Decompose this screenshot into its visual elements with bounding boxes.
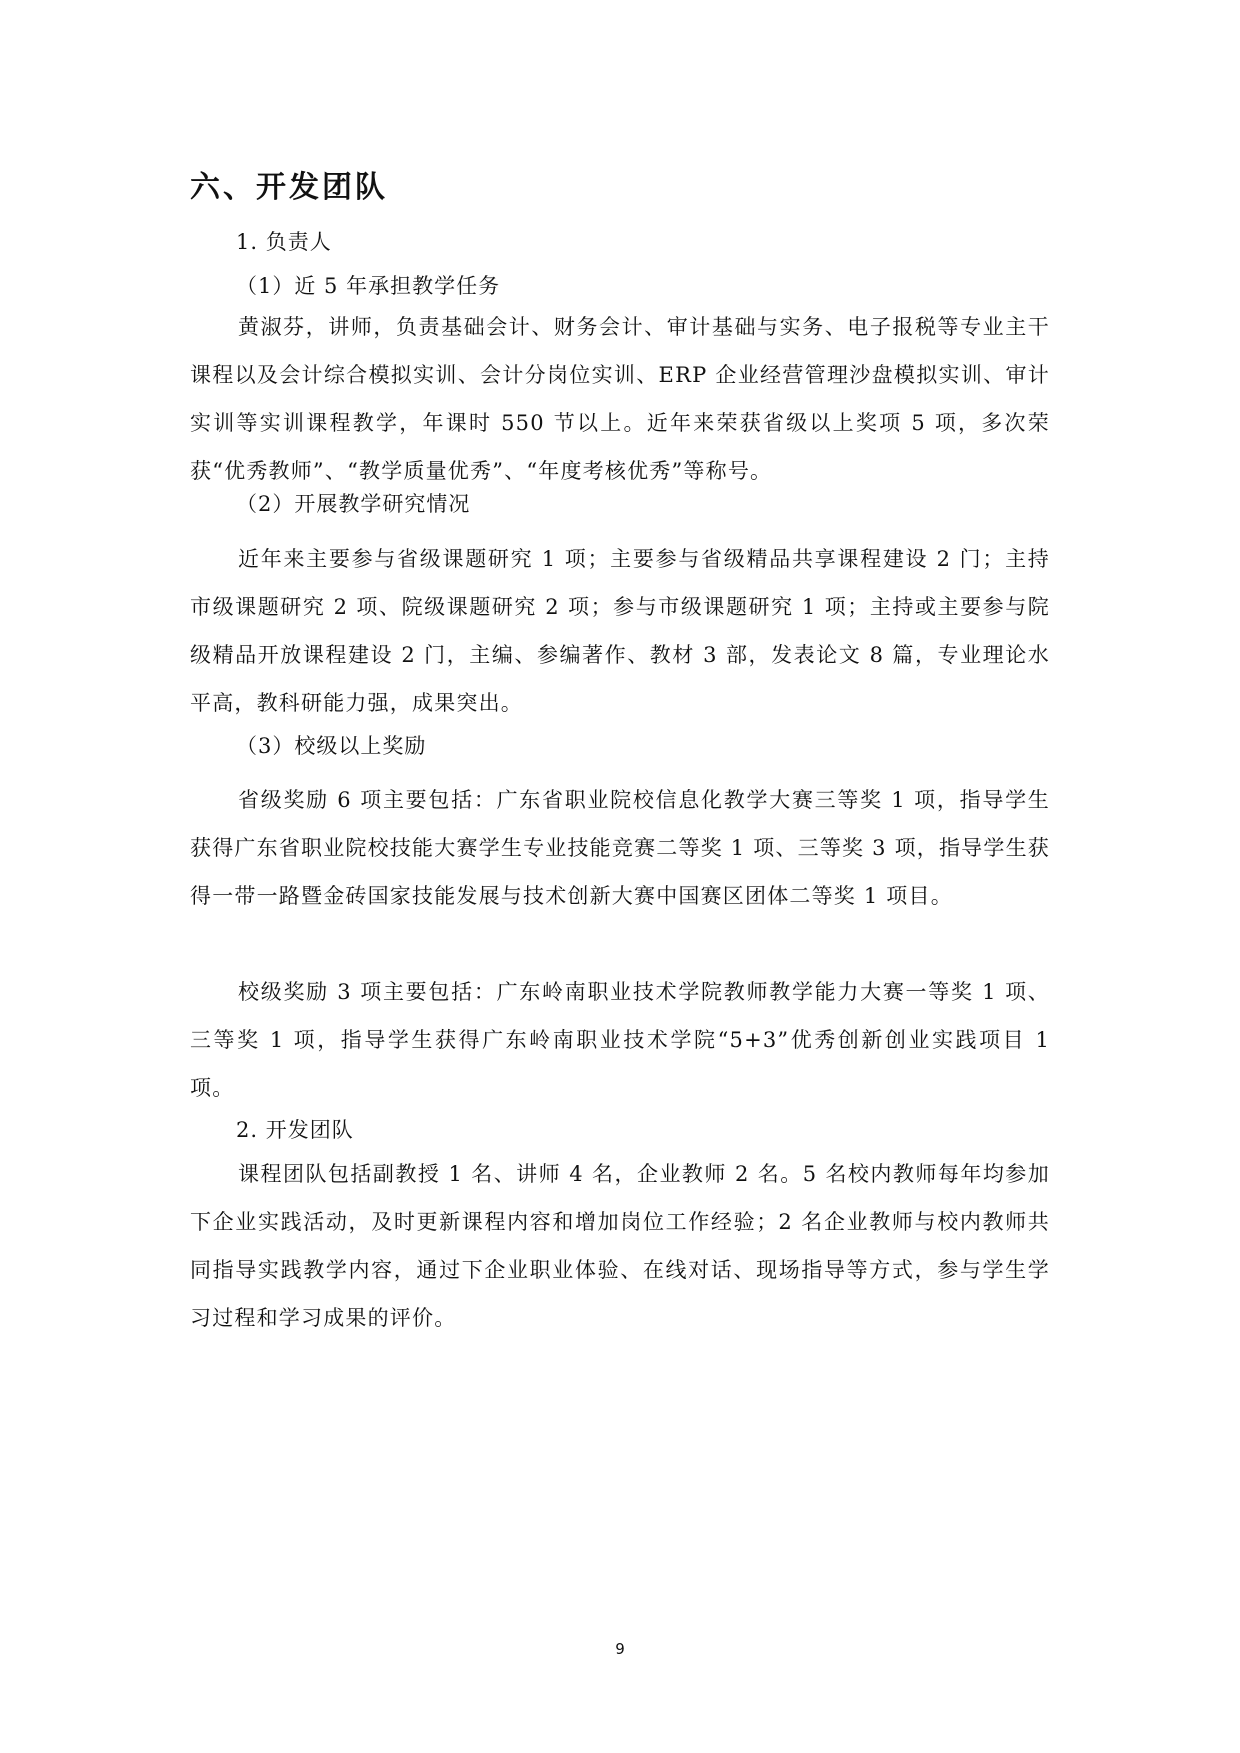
sub2-heading: （2）开展教学研究情况: [236, 492, 471, 516]
section-title: 六、开发团队: [190, 170, 388, 205]
sub1-paragraph: 黄淑芬，讲师，负责基础会计、财务会计、审计基础与实务、电子报税等专业主干课程以及会计综合模拟实训、会计分岗位实训、ERP 企业经营管理沙盘模拟实训、审计实训等实训课程教学，年课时 550 节以上。近年来荣获省级以上奖项 5 项，多次荣获“优秀教师”、“教学质量优秀”、“年度考核优秀”等称号。: [190, 315, 1050, 483]
sub2-paragraph: 近年来主要参与省级课题研究 1 项；主要参与省级精品共享课程建设 2 门；主持市级课题研究 2 项、院级课题研究 2 项；参与市级课题研究 1 项；主持或主要参与院级精品开放课程建设 2 门，主编、参编著作、教材 3 部，发表论文 8 篇，专业理论水平高，教科研能力强，成果突出。: [190, 547, 1050, 715]
page-number: 9: [615, 1640, 625, 1658]
sub3-school-paragraph: 校级奖励 3 项主要包括：广东岭南职业技术学院教师教学能力大赛一等奖 1 项、三等奖 1 项，指导学生获得广东岭南职业技术学院“5+3”优秀创新创业实践项目 1 项。: [190, 980, 1050, 1100]
sub1-heading: （1）近 5 年承担教学任务: [236, 274, 501, 298]
item1-heading: 1. 负责人: [236, 230, 332, 254]
item2-heading: 2. 开发团队: [236, 1118, 354, 1142]
sub3-provincial-paragraph: 省级奖励 6 项主要包括：广东省职业院校信息化教学大赛三等奖 1 项，指导学生获得广东省职业院校技能大赛学生专业技能竞赛二等奖 1 项、三等奖 3 项，指导学生获得一带一路暨金砖国家技能发展与技术创新大赛中国赛区团体二等奖 1 项目。: [190, 788, 1050, 908]
sub3-heading: （3）校级以上奖励: [236, 734, 427, 758]
item2-paragraph: 课程团队包括副教授 1 名、讲师 4 名，企业教师 2 名。5 名校内教师每年均参加下企业实践活动，及时更新课程内容和增加岗位工作经验；2 名企业教师与校内教师共同指导实践教学内容，通过下企业职业体验、在线对话、现场指导等方式，参与学生学习过程和学习成果的评价。: [190, 1162, 1050, 1330]
